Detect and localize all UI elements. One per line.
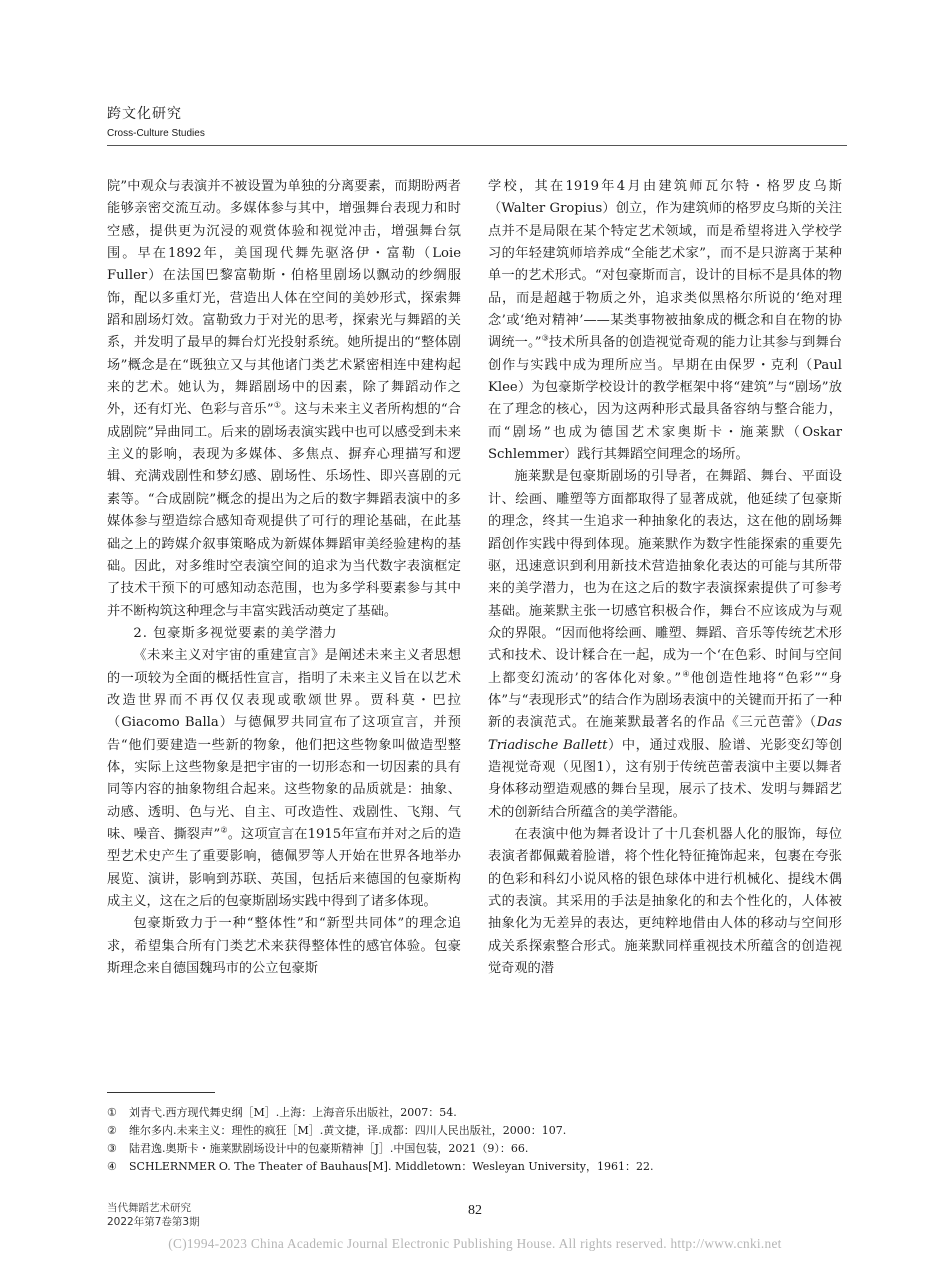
footnote-item: ① 刘青弋.西方现代舞史纲［M］.上海：上海音乐出版社，2007：54.: [107, 1106, 457, 1119]
footnote-item: ② 维尔多内.未来主义：理性的疯狂［M］.黄文捷，译.成都：四川人民出版社，2000：107.: [107, 1124, 567, 1137]
footnote-ref[interactable]: ①: [273, 401, 282, 411]
journal-title-cn: 跨文化研究: [107, 106, 182, 122]
footer-issue: 2022年第7卷第3期: [107, 1216, 200, 1228]
work-title: Das Triadische Ballett: [488, 715, 842, 753]
body-paragraph: 院”中观众与表演并不被设置为单独的分离要素，而期盼两者能够亲密交流互动。多媒体参与其中，增强舞台表现力和时空感，提供更为沉浸的观赏体验和视觉冲击，增强舞台氛围。早在1892年，美国现代舞先驱洛伊・富勒（Loie Fuller）在法国巴黎富勒斯・伯格里剧场以飘动的纱绸服饰，配以多重灯光，营造出人体在空间的美妙形式，探索舞蹈和剧场灯效。富勒致力于对光的思考，探索光与舞蹈的关系，并发明了最早的舞台灯光投射系统。她所提出的“整体剧场”概念是在“既独立又与其他诸门类艺术紧密相连中建构起来的艺术。她认为，舞蹈剧场中的因素，除了舞蹈动作之外，还有灯光、色彩与音乐”①。这与未来主义者所构想的“合成剧院”异曲同工。后来的剧场表演实践中也可以感受到未来主义的影响，表现为多媒体、多焦点、摒弃心理描写和逻辑、充满戏剧性和梦幻感、剧场性、乐场性、即兴喜剧的元素等。“合成剧院”概念的提出为之后的数字舞蹈表演中的多媒体参与塑造综合感知奇观提供了可行的理论基础，在此基础之上的跨媒介叙事策略成为新媒体舞蹈审美经验建构的基础。因此，对多维时空表演空间的追求为当代数字表演框定了技术干预下的可感知动态范围，也为多学科要素参与其中并不断构筑这种理念与丰富实践活动奠定了基础。: [107, 179, 461, 619]
footnote-item: ③ 陆君逸.奥斯卡・施莱默剧场设计中的包豪斯精神［J］.中国包装，2021（9）：66.: [107, 1142, 529, 1155]
footnotes: [107, 1104, 847, 1176]
footnote-ref[interactable]: ④: [681, 669, 691, 679]
footer-journal-info: [107, 1201, 200, 1229]
copyright-watermark: (C)1994-2023 China Academic Journal Electronic Publishing House. All rights reserved. http://www.cnki.net: [168, 1236, 782, 1251]
left-column: [107, 176, 461, 980]
running-header: [107, 104, 847, 141]
body-paragraph: 包豪斯致力于一种“整体性”和“新型共同体”的理念追求，希望集合所有门类艺术来获得整体性的感官体验。包豪斯理念来自德国魏玛市的公立包豪斯: [107, 916, 461, 977]
footer-journal-name: 当代舞蹈艺术研究: [107, 1202, 191, 1214]
page-number: 82: [468, 1203, 482, 1218]
body-paragraph: 《未来主义对宇宙的重建宣言》是阐述未来主义者思想的一项较为全面的概括性宣言，指明了未来主义旨在以艺术改造世界而不再仅仅表现或歌颂世界。贾科莫・巴拉（Giacomo Balla）与德佩罗共同宣布了这项宣言，并预告“他们要建造一些新的物象，他们把这些物象叫做造型整体，实际上这些物象是把宇宙的一切形态和一切因素的具有同等内容的抽象物组合起来。这些物象的品质就是：抽象、动感、透明、色与光、自主、可改造性、戏剧性、飞翔、气味、噪音、撕裂声”②。这项宣言在1915年宣布并对之后的造型艺术史产生了重要影响，德佩罗等人开始在世界各地举办展览、演讲，影响到苏联、英国，包括后来德国的包豪斯构成主义，这在之后的包豪斯剧场实践中得到了诸多体现。: [107, 648, 462, 909]
header-divider: [107, 145, 847, 146]
body-paragraph: 施莱默是包豪斯剧场的引导者，在舞蹈、舞台、平面设计、绘画、雕塑等方面都取得了显著成就，他延续了包豪斯的理念，终其一生追求一种抽象化的表达，这在他的剧场舞蹈创作实践中得到体现。施莱默作为数字性能探索的重要先驱，迅速意识到利用新技术营造抽象化表达的可能与其所带来的美学潜力，也为在这之后的数字表演探索提供了可参考基础。施莱默主张一切感官积极合作，舞台不应该成为与观众的界限。“因而他将绘画、雕塑、舞蹈、音乐等传统艺术形式和技术、设计糅合在一起，成为一个‘在色彩、时间与空间上都变幻流动’的客体化对象。”④他创造性地将“色彩”“身体”与“表现形式”的结合作为剧场表演中的关键而开拓了一种新的表演范式。在施莱默最著名的作品《三元芭蕾》（Das Triadische Ballett）中，通过戏服、脸谱、光影变幻等创造视觉奇观（见图1），这有别于传统芭蕾表演中主要以舞者身体移动塑造观感的舞台呈现，展示了技术、发明与舞蹈艺术的创新结合所蕴含的美学潜能。: [488, 469, 843, 820]
footnote-divider: [107, 1092, 215, 1093]
body-paragraph: 在表演中他为舞者设计了十几套机器人化的服饰，每位表演者都佩戴着脸谱，将个性化特征掩饰起来，包裹在夸张的色彩和科幻小说风格的银色球体中进行机械化、提线木偶式的表演。其采用的手法是抽象化的和去个性化的，人体被抽象化为无差异的表达，更纯粹地借由人体的移动与空间形成关系探索整合形式。施莱默同样重视技术所蕴含的创造视觉奇观的潜: [488, 826, 842, 977]
footnote-ref[interactable]: ②: [220, 825, 228, 835]
section-heading: 2. 包豪斯多视觉要素的美学潜力: [133, 625, 338, 641]
body-paragraph: 学校，其在1919年4月由建筑师瓦尔特・格罗皮乌斯（Walter Gropius）创立，作为建筑师的格罗皮乌斯的关注点并不是局限在某个特定艺术领域，而是希望将进入学校学习的年轻建筑师培养成“全能艺术家”，而不是只游离于某种单一的艺术形式。“对包豪斯而言，设计的目标不是具体的物品，而是超越于物质之外，追求类似黑格尔所说的‘绝对理念’或‘绝对精神’——某类事物被抽象成的概念和自在物的协调统一。”③技术所具备的创造视觉奇观的能力让其参与到舞台创作与实践中成为理所应当。早期在由保罗・克利（Paul Klee）为包豪斯学校设计的教学框架中将“建筑”与“剧场”放在了理念的核心，因为这两种形式最具备容纳与整合能力，而“剧场”也成为德国艺术家奥斯卡・施莱默（Oskar Schlemmer）践行其舞蹈空间理念的场所。: [488, 179, 842, 463]
footnote-ref[interactable]: ③: [541, 334, 549, 344]
journal-title-en: Cross-Culture Studies: [107, 128, 205, 139]
footnote-item: ④ SCHLERNMER O. The Theater of Bauhaus[M]. Middletown：Wesleyan University，1961：22.: [107, 1160, 654, 1173]
right-column: [488, 176, 842, 980]
